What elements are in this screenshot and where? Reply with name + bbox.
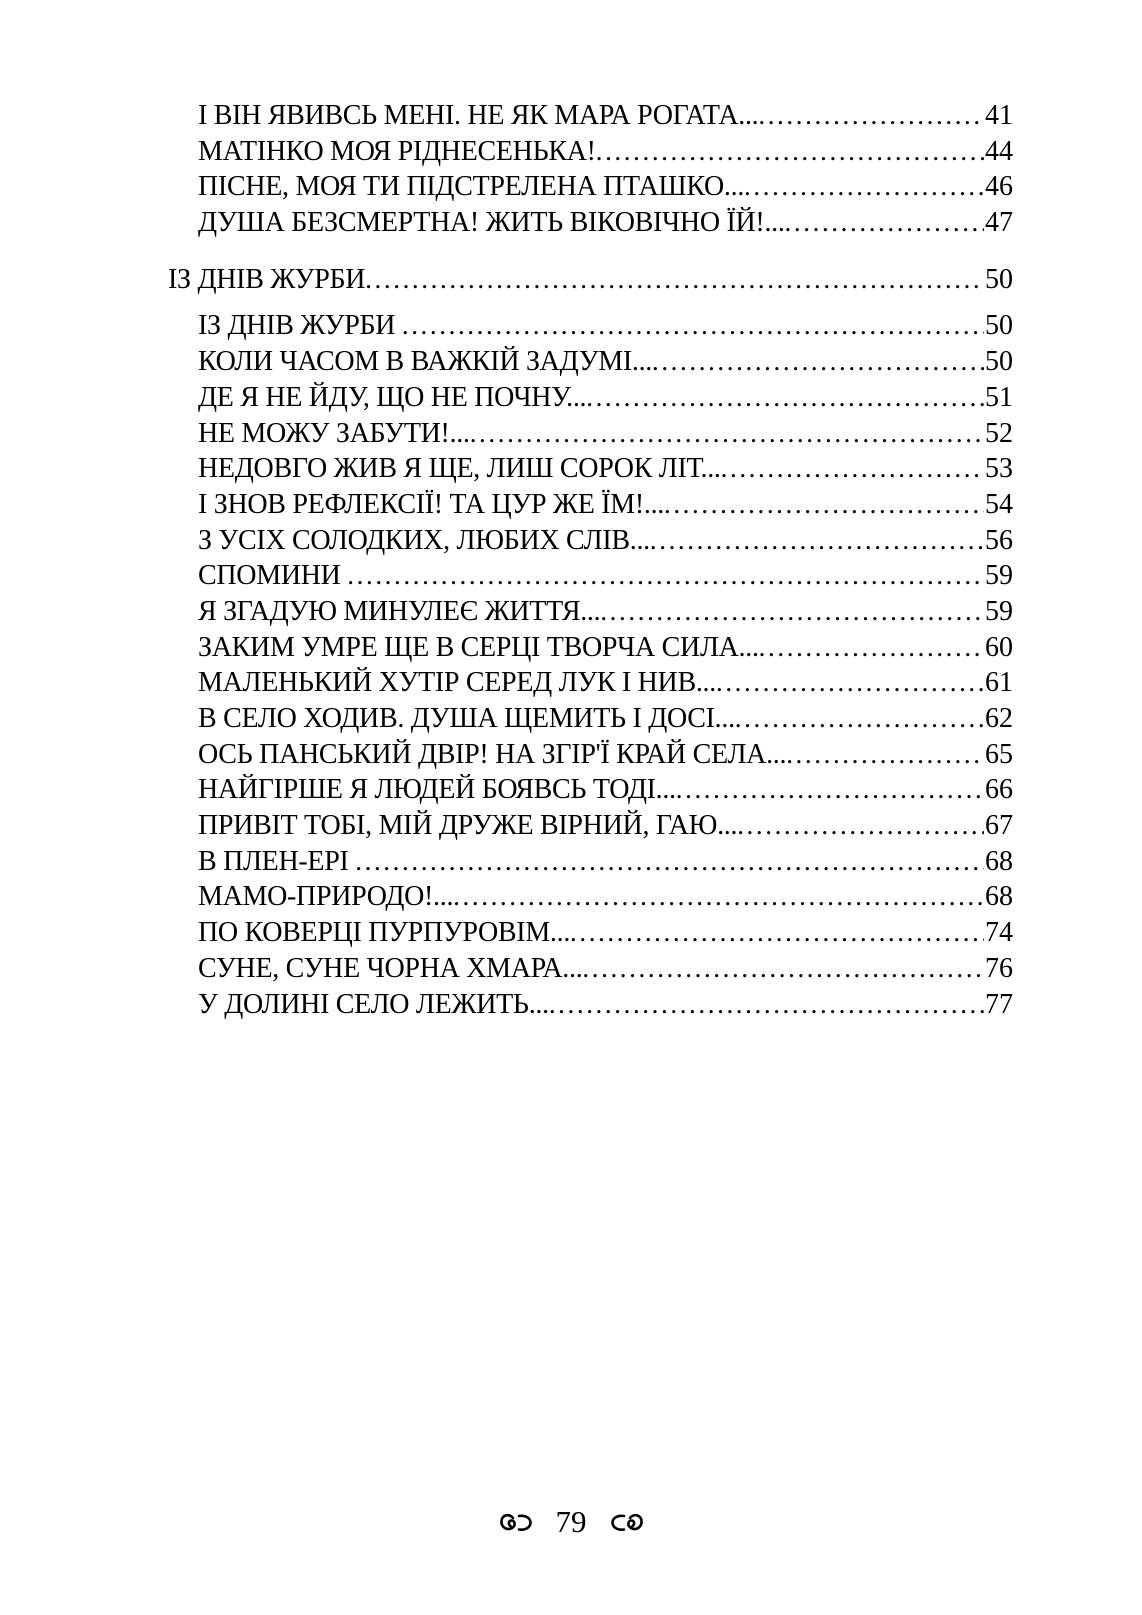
toc-entry-title: ДУША БЕЗСМЕРТНА! ЖИТЬ ВІКОВІЧНО ЇЙ!...: [198, 207, 785, 239]
toc-entry-title: СПОМИНИ: [198, 560, 348, 592]
page-footer: [0, 1504, 1142, 1540]
toc-entry-page-number: 50: [985, 346, 1013, 378]
toc-entry-page-number: 59: [985, 560, 1013, 592]
toc-entry-row: [198, 953, 1013, 989]
toc-entry-page-number: 76: [985, 952, 1013, 984]
toc-entry-title: МАЛЕНЬКИЙ ХУТІР СЕРЕД ЛУК І НИВ...: [198, 667, 716, 699]
toc-entry-title: МАТІНКО МОЯ РІДНЕСЕНЬКА!: [198, 135, 596, 167]
dot-leader: [549, 989, 984, 1021]
toc-section-entries: [198, 310, 1013, 1024]
dot-leader: [759, 632, 984, 664]
toc-entry-page-number: 65: [985, 738, 1013, 770]
toc-entry-page-number: 77: [985, 988, 1013, 1020]
dot-leader: [586, 382, 984, 414]
toc-entry-row: [198, 525, 1013, 561]
toc-entry-row: [198, 418, 1013, 454]
toc-entry-title: ОСЬ ПАНСЬКИЙ ДВІР! НА ЗГІР'Ї КРАЙ СЕЛА...: [198, 738, 787, 770]
dot-leader: [721, 453, 984, 485]
dot-leader: [453, 881, 984, 913]
dot-leader: [737, 810, 984, 842]
toc-entry-title: КОЛИ ЧАСОМ В ВАЖКІЙ ЗАДУМІ...: [198, 346, 652, 378]
toc-entry-row: [198, 310, 1013, 346]
dot-leader: [596, 136, 984, 168]
toc-entry-row: [198, 632, 1013, 668]
toc-entry-row: [198, 989, 1013, 1025]
toc-entry-page-number: 60: [985, 631, 1013, 663]
toc-entry-title: І ВІН ЯВИВСЬ МЕНІ. НЕ ЯК МАРА РОГАТА...: [198, 100, 759, 131]
dot-leader: [600, 596, 984, 628]
floral-heart-right-icon: [611, 1512, 644, 1532]
dot-leader: [402, 310, 984, 342]
toc-section-title: ІЗ ДНІВ ЖУРБИ: [168, 263, 366, 295]
toc-entry-title: ЗАКИМ УМРЕ ЩЕ В СЕРЦІ ТВОРЧА СИЛА...: [198, 631, 759, 663]
dot-leader: [470, 418, 984, 450]
toc-entry-row: [198, 846, 1013, 882]
toc-entry-page-number: 66: [985, 774, 1013, 806]
toc-entry-title: СУНЕ, СУНЕ ЧОРНА ХМАРА...: [198, 952, 583, 984]
dot-leader: [786, 739, 984, 771]
toc-entry-title: НЕДОВГО ЖИВ Я ЩЕ, ЛИШ СОРОК ЛІТ...: [198, 453, 721, 485]
toc-entry-page-number: 51: [985, 381, 1013, 413]
toc-entry-title: ПРИВІТ ТОБІ, МІЙ ДРУЖЕ ВІРНИЙ, ГАЮ...: [198, 810, 738, 842]
toc-entry-page-number: 52: [985, 417, 1013, 449]
toc-entry-page-number: 56: [985, 524, 1013, 556]
toc-entry-title: В ПЛЕН-ЕРІ: [198, 845, 356, 877]
toc-entry-page-number: 46: [985, 171, 1013, 203]
toc-entry-page-number: 67: [985, 810, 1013, 842]
dot-leader: [650, 525, 984, 557]
toc-entry-page-number: 74: [985, 917, 1013, 949]
dot-leader: [652, 346, 984, 378]
toc-entry-row: [198, 171, 1013, 207]
toc-entry-page-number: 53: [985, 453, 1013, 485]
dot-leader: [676, 774, 984, 806]
toc-entry-row: [198, 489, 1013, 525]
toc-entry-page-number: 44: [985, 135, 1013, 167]
toc-entry-row: [198, 136, 1013, 172]
toc-entry-row: [198, 207, 1013, 243]
toc-entry-title: НАЙГІРШЕ Я ЛЮДЕЙ БОЯВСЬ ТОДІ...: [198, 774, 676, 806]
toc-entry-row: [198, 346, 1013, 382]
toc-entry-row: [198, 810, 1013, 846]
toc-entry-page-number: 59: [985, 595, 1013, 627]
toc-entry-page-number: 61: [985, 667, 1013, 699]
toc-entry-page-number: 54: [985, 488, 1013, 520]
toc-entry-row: [198, 100, 1013, 136]
dot-leader: [716, 667, 984, 699]
toc-section-page-number: 50: [985, 263, 1013, 295]
dot-leader: [664, 489, 984, 521]
toc-entry-page-number: 50: [985, 310, 1013, 342]
dot-leader: [735, 703, 984, 735]
toc-entry-row: [198, 560, 1013, 596]
floral-heart-left-icon: [499, 1512, 532, 1532]
toc-entry-title: Я ЗГАДУЮ МИНУЛЕЄ ЖИТТЯ...: [198, 595, 601, 627]
toc-entry-title: ІЗ ДНІВ ЖУРБИ: [198, 310, 402, 342]
toc-entry-row: [198, 739, 1013, 775]
toc-entry-row: [198, 596, 1013, 632]
dot-leader: [347, 560, 984, 592]
dot-leader: [355, 846, 984, 878]
toc-entry-title: У ДОЛИНІ СЕЛО ЛЕЖИТЬ...: [198, 988, 549, 1020]
toc-entry-title: ПІСНЕ, МОЯ ТИ ПІДСТРЕЛЕНА ПТАШКО...: [198, 171, 745, 203]
table-of-contents: [168, 100, 1013, 1024]
toc-entry-row: [198, 703, 1013, 739]
dot-leader: [365, 264, 984, 296]
toc-entry-title: НЕ МОЖУ ЗАБУТИ!...: [198, 417, 470, 449]
toc-entry-page-number: 62: [985, 703, 1013, 734]
toc-entry-row: [198, 774, 1013, 810]
toc-entry-title: ДЕ Я НЕ ЙДУ, ЩО НЕ ПОЧНУ...: [198, 381, 587, 413]
toc-entry-title: В СЕЛО ХОДИВ. ДУША ЩЕМИТЬ І ДОСІ...: [198, 703, 735, 734]
toc-entry-page-number: 41: [985, 100, 1013, 131]
toc-entry-row: [198, 382, 1013, 418]
toc-entry-title: ПО КОВЕРЦІ ПУРПУРОВІМ...: [198, 917, 571, 949]
toc-entry-page-number: 68: [985, 881, 1013, 913]
toc-entry-page-number: 68: [985, 845, 1013, 877]
dot-leader: [582, 953, 984, 985]
toc-entry-row: [198, 667, 1013, 703]
dot-leader: [744, 171, 984, 203]
toc-entry-row: [198, 453, 1013, 489]
toc-entry-page-number: 47: [985, 207, 1013, 239]
toc-entry-row: [198, 881, 1013, 917]
dot-leader: [570, 917, 984, 949]
toc-prelude-entries: [198, 100, 1013, 243]
toc-entry-title: І ЗНОВ РЕФЛЕКСІЇ! ТА ЦУР ЖЕ ЇМ!...: [198, 488, 664, 520]
toc-entry-row: [198, 917, 1013, 953]
dot-leader: [758, 100, 984, 132]
toc-entry-title: МАМО-ПРИРОДО!...: [198, 881, 454, 913]
toc-section-heading-row: [168, 264, 1013, 300]
dot-leader: [785, 207, 984, 239]
footer-page-number: 79: [555, 1504, 587, 1539]
toc-entry-title: З УСІХ СОЛОДКИХ, ЛЮБИХ СЛІВ...: [198, 524, 650, 556]
